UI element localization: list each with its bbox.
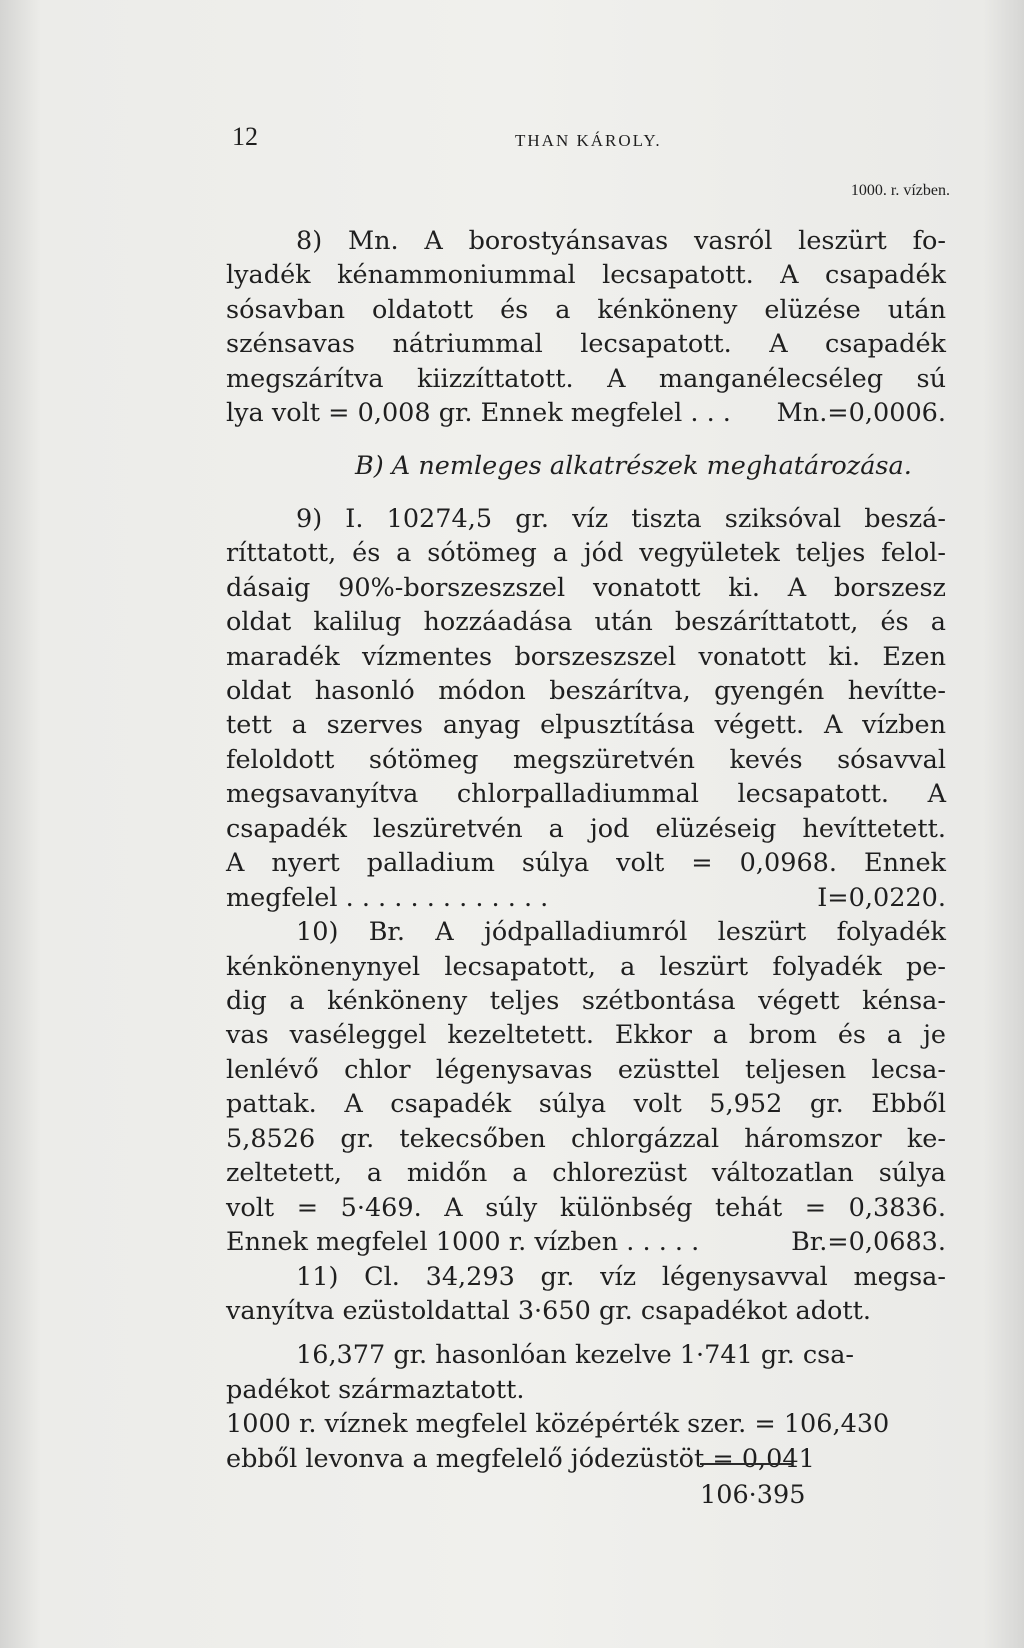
section-9-line-11: A nyert palladium súlya volt = 0,0968. Ennek xyxy=(226,848,946,878)
section-10-line-9: volt = 5·469. A súly különbség tehát = 0,3836. xyxy=(226,1193,946,1223)
section-10-line-8: zeltetett, a midőn a chlorezüst változatlan súlya xyxy=(226,1158,946,1188)
section-10-line-2: kénkönenynyel lecsapatott, a leszürt folyadék pe- xyxy=(226,952,946,982)
section-8-line-2: lyadék kénammoniummal lecsapatott. A csapadék xyxy=(226,260,946,290)
section-10-line-10: Ennek megfelel 1000 r. vízben . . . . . xyxy=(226,1227,700,1257)
section-9-line-6: oldat hasonló módon beszárítva, gyengén hevítte- xyxy=(226,676,946,706)
section-9-line-1: 9) I. 10274,5 gr. víz tiszta sziksóval beszá- xyxy=(296,504,946,534)
section-9-line-7: tett a szerves anyag elpusztítása végett. A vízben xyxy=(226,710,946,740)
section-9-line-4: oldat kalilug hozzáadása után beszáríttatott, és a xyxy=(226,607,946,637)
running-title: THAN KÁROLY. xyxy=(515,131,662,150)
sum-rule xyxy=(700,1463,793,1465)
section-10-line-6: pattak. A csapadék súlya volt 5,952 gr. Ebből xyxy=(226,1089,946,1119)
section-9-line-2: ríttatott, és a sótömeg a jód vegyületek teljes felol- xyxy=(226,538,946,568)
section-9-line-10: csapadék leszüretvén a jod elüzéseig hevíttetett. xyxy=(226,814,946,844)
page-number: 12 xyxy=(232,122,258,151)
section-8-line-6: lya volt = 0,008 gr. Ennek megfelel . . . xyxy=(226,398,731,428)
section-9-line-9: megsavanyítva chlorpalladiummal lecsapatott. A xyxy=(226,779,946,809)
section-10-line-3: dig a kénköneny teljes szétbontása végett kénsa- xyxy=(226,986,946,1016)
section-11-sum: 106·395 xyxy=(700,1480,806,1510)
section-11-line-6: ebből levonva a megfelelő jódezüstöt = 0,041 xyxy=(226,1444,815,1474)
section-11-line-1: 11) Cl. 34,293 gr. víz légenysavval megsa- xyxy=(296,1262,946,1292)
section-10-line-5: lenlévő chlor légenysavas ezüsttel teljesen lecsa- xyxy=(226,1055,946,1085)
section-9-line-3: dásaig 90%-borszeszszel vonatott ki. A borszesz xyxy=(226,573,946,603)
section-10-line-1: 10) Br. A jódpalladiumról leszürt folyadék xyxy=(296,917,946,947)
section-8-line-5: megszárítva kiizzíttatott. A manganélecséleg sú xyxy=(226,364,946,394)
column-note: 1000. r. vízben. xyxy=(850,182,950,199)
iodine-result: I=0,0220. xyxy=(817,883,946,913)
section-11-line-3: 16,377 gr. hasonlóan kezelve 1·741 gr. csa- xyxy=(296,1340,855,1370)
section-10-line-4: vas vaséleggel kezeltetett. Ekkor a brom és a je xyxy=(226,1020,946,1050)
section-8-line-3: sósavban oldatott és a kénköneny elüzése után xyxy=(226,295,946,325)
section-10-line-7: 5,8526 gr. tekecsőben chlorgázzal háromszor ke- xyxy=(226,1124,946,1154)
section-11-line-4: padékot származtatott. xyxy=(226,1375,525,1405)
section-9-line-8: feloldott sótömeg megszüretvén kevés sósavval xyxy=(226,745,946,775)
section-b-heading xyxy=(355,449,912,483)
section-b-heading-text: B) A nemleges alkatrészek meghatározása. xyxy=(355,451,912,481)
section-8-line-4: szénsavas nátriummal lecsapatott. A csapadék xyxy=(226,329,946,359)
section-9-line-12: megfelel . . . . . . . . . . . . . xyxy=(226,883,549,913)
manganese-result: Mn.=0,0006. xyxy=(776,398,946,428)
section-9-line-5: maradék vízmentes borszeszszel vonatott ki. Ezen xyxy=(226,642,946,672)
bromine-result: Br.=0,0683. xyxy=(791,1227,946,1257)
section-11-line-5: 1000 r. víznek megfelel középérték szer. = 106,430 xyxy=(226,1409,890,1439)
section-8-line-1: 8) Mn. A borostyánsavas vasról leszürt fo- xyxy=(296,226,946,256)
section-11-line-2: vanyítva ezüstoldattal 3·650 gr. csapadékot adott. xyxy=(226,1296,872,1326)
